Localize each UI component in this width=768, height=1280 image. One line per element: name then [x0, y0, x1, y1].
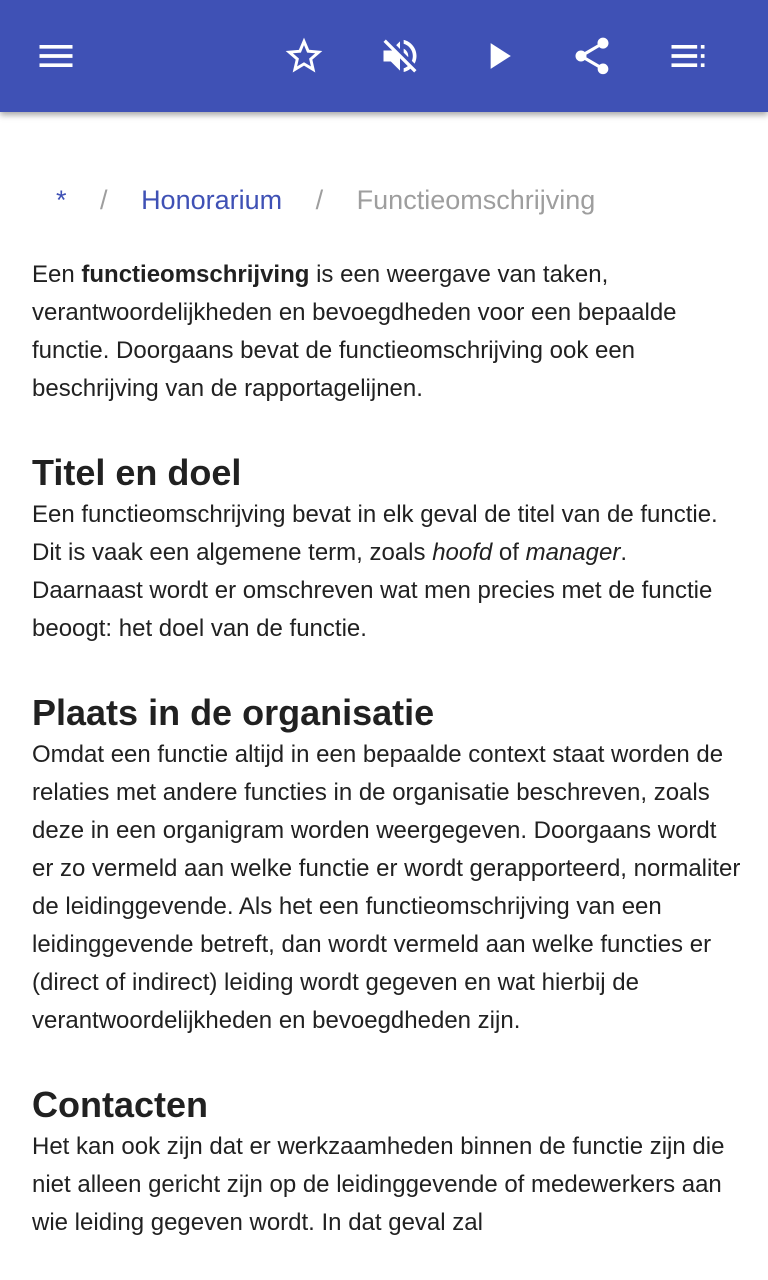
play-button[interactable] [470, 28, 526, 84]
breadcrumb-current: Functieomschrijving [356, 185, 596, 215]
section-heading: Contacten [32, 1084, 209, 1125]
breadcrumb-parent-link[interactable]: Honorarium [141, 185, 283, 215]
playlist-button[interactable] [660, 28, 716, 84]
playlist-icon [666, 34, 710, 78]
play-icon [476, 34, 520, 78]
section-paragraph: Een functieomschrijving bevat in elk geval de titel van de functie. Dit is vaak een algemene term, zoals hoofd of manager. Daarnaast wordt er omschreven wat men precies met de functie beoogt: het doel van de functie. [32, 501, 718, 642]
article-body [32, 256, 742, 1242]
volume-off-icon [378, 34, 422, 78]
menu-button[interactable] [28, 28, 84, 84]
app-toolbar [0, 0, 768, 112]
share-button[interactable] [564, 28, 620, 84]
breadcrumb [56, 182, 595, 218]
star-icon [282, 34, 326, 78]
share-icon [570, 34, 614, 78]
intro-paragraph: Een functieomschrijving is een weergave van taken, verantwoordelijkheden en bevoegdheden voor een bepaalde functie. Doorgaans bevat de functieomschrijving ook een beschrijving van de rapportagelijnen. [32, 261, 677, 402]
section-paragraph: Omdat een functie altijd in een bepaalde context staat worden de relaties met andere functies in de organisatie beschreven, zoals deze in een organigram worden weergegeven. Doorgaans wordt er zo vermeld aan welke functie er wordt gerapporteerd, normaliter de leidinggevende. Als het een functieomschrijving van een leidinggevende betreft, dan wordt vermeld aan welke functies er (direct of indirect) leiding wordt gegeven en wat hierbij de verantwoordelijkheden en bevoegdheden zijn. [32, 741, 741, 1034]
defined-term: functieomschrijving [81, 261, 310, 288]
mute-button[interactable] [372, 28, 428, 84]
breadcrumb-separator: / [100, 185, 108, 215]
bookmark-button[interactable] [276, 28, 332, 84]
breadcrumb-separator: / [315, 185, 324, 215]
menu-icon [34, 34, 78, 78]
section-paragraph: Het kan ook zijn dat er werkzaamheden binnen de functie zijn die niet alleen gericht zijn op de leidinggevende of medewerkers aan wie leiding gegeven wordt. In dat geval zal [32, 1133, 725, 1236]
breadcrumb-root-link[interactable]: * [56, 185, 67, 215]
section-heading: Plaats in de organisatie [32, 692, 435, 733]
section-heading: Titel en doel [32, 452, 242, 493]
